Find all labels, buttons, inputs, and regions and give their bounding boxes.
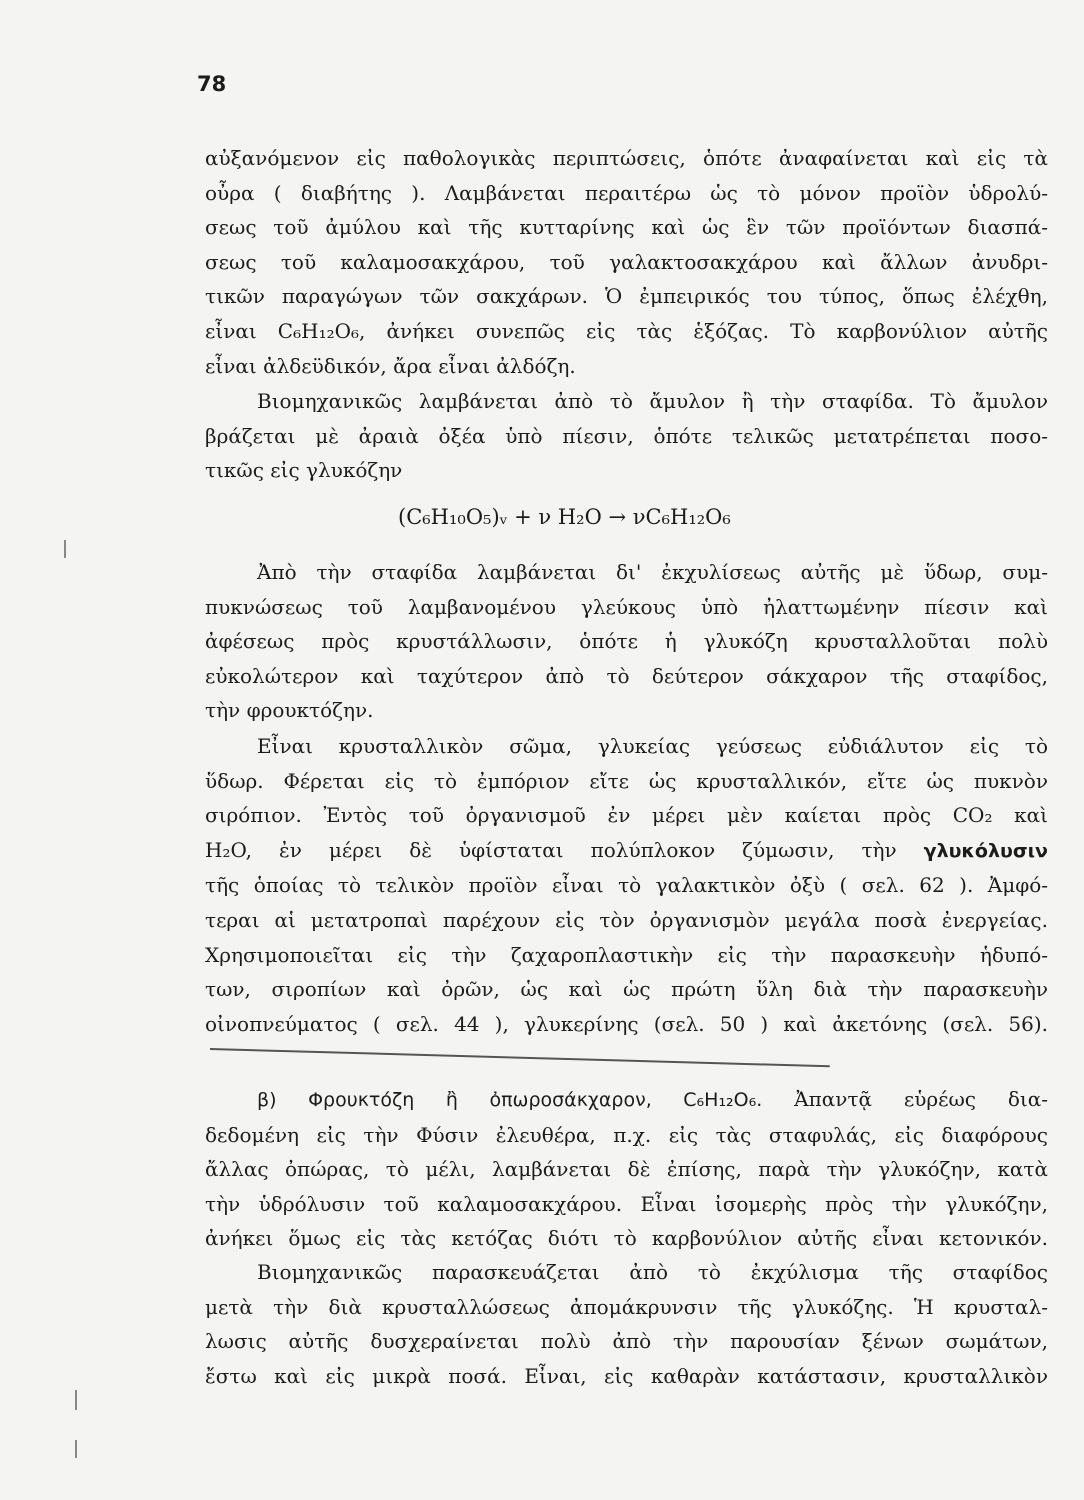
text-line: ἀφέσεως πρὸς κρυστάλλωσιν, ὁπότε ἡ γλυκόζη κρυσταλλοῦται πολὺ [205, 629, 1048, 654]
text-line: μετὰ τὴν διὰ κρυσταλλώσεως ἀπομάκρυνσιν τῆς γλυκόζης. Ἡ κρυσταλ- [205, 1294, 1048, 1319]
paragraph-fructose-industrial [205, 1255, 1048, 1393]
margin-mark [75, 1390, 77, 1410]
text-line [205, 833, 1048, 869]
margin-mark [75, 1440, 77, 1458]
text-line: εὐκολώτερον καὶ ταχύτερον ἀπὸ τὸ δεύτερον σάκχαρον τῆς σταφίδος, [205, 663, 1048, 688]
text-line: σιρόπιον. Ἐντὸς τοῦ ὀργανισμοῦ ἐν μέρει μὲν καίεται πρὸς CO₂ καὶ [205, 803, 1048, 828]
text-line: ὕδωρ. Φέρεται εἰς τὸ ἐμπόριον εἴτε ὡς κρυσταλλικόν, εἴτε ὡς πυκνὸν [205, 768, 1048, 793]
paragraph-raisin-extraction [205, 555, 1048, 728]
text-line: λωσις αὐτῆς δυσχεραίνεται πολὺ ἀπὸ τὴν παρουσίαν ξένων σωμάτων, [205, 1329, 1048, 1354]
text-line: Βιομηχανικῶς λαμβάνεται ἀπὸ τὸ ἄμυλον ἢ τὴν σταφίδα. Τὸ ἄμυλον [257, 389, 1048, 413]
text-line: Εἶναι κρυσταλλικὸν σῶμα, γλυκείας γεύσεως εὐδιάλυτον εἰς τὸ [257, 734, 1048, 758]
text-line: οἰνοπνεύματος ( σελ. 44 ), γλυκερίνης (σελ. 50 ) καὶ ἀκετόνης (σελ. 56). [205, 1011, 1048, 1036]
text-line: τῆς ὁποίας τὸ τελικὸν προϊὸν εἶναι τὸ γαλακτικὸν ὀξὺ ( σελ. 62 ). Ἀμφό- [205, 873, 1048, 898]
text-line: τεραι αἱ μετατροπαὶ παρέχουν εἰς τὸν ὀργανισμὸν μεγάλα ποσὰ ἐνεργείας. [205, 907, 1048, 932]
paragraph-industrial-starch [205, 384, 1048, 488]
text-line: πυκνώσεως τοῦ λαμβανομένου γλεύκους ὑπὸ ἠλαττωμένην πίεσιν καὶ [205, 594, 1048, 619]
text-fragment: H₂O, ἐν μέρει δὲ ὑφίσταται πολύπλοκον ζύμωσιν, τὴν [205, 837, 897, 862]
text-line: ἔστω καὶ εἰς μικρὰ ποσά. Εἶναι, εἰς καθαρὰν κατάστασιν, κρυσταλλικὸν [205, 1363, 1048, 1388]
text-line: ἄλλας ὀπώρας, τὸ μέλι, λαμβάνεται δὲ ἐπίσης, παρὰ τὴν γλυκόζην, κατὰ [205, 1157, 1048, 1182]
text-fragment: Ἀπαντᾷ εὑρέως δια- [794, 1087, 1048, 1111]
text-line: βράζεται μὲ ἀραιὰ ὀξέα ὑπὸ πίεσιν, ὁπότε τελικῶς μετατρέπεται ποσο- [205, 423, 1048, 448]
text-line: εἶναι C₆H₁₂O₆, ἀνήκει συνεπῶς εἰς τὰς ἑξόζας. Τὸ καρβονύλιον αὐτῆς [205, 318, 1048, 343]
text-line: δεδομένη εἰς τὴν Φύσιν ἐλευθέρα, π.χ. εἰς τὰς σταφυλάς, εἰς διαφόρους [205, 1122, 1048, 1147]
text-line: τικῶν παραγώγων τῶν σακχάρων. Ὁ ἐμπειρικός του τύπος, ὅπως ἐλέχθη, [205, 284, 1048, 309]
text-line: αὐξανόμενον εἰς παθολογικὰς περιπτώσεις, ὁπότε ἀναφαίνεται καὶ εἰς τὰ [205, 146, 1048, 170]
text-line: τικῶς εἰς γλυκόζην [205, 458, 403, 483]
text-line: τὴν φρουκτόζην. [205, 698, 374, 723]
paragraph-glucose-intro [205, 141, 1048, 383]
section-heading: β) Φρουκτόζη ἢ ὀπωροσάκχαρον, C₆H₁₂O₆. [257, 1089, 763, 1111]
paragraph-glucose-properties [205, 729, 1048, 1041]
text-line: Βιομηχανικῶς παρασκευάζεται ἀπὸ τὸ ἐκχύλισμα τῆς σταφίδος [257, 1260, 1048, 1284]
margin-mark [64, 540, 66, 558]
text-line [205, 1082, 1048, 1118]
glycolysis-term: γλυκόλυσιν [923, 839, 1048, 862]
text-line: Ἀπὸ τὴν σταφίδα λαμβάνεται δι' ἐκχυλίσεως αὐτῆς μὲ ὕδωρ, συμ- [257, 560, 1048, 584]
text-line: των, σιροπίων καὶ ὀρῶν, ὡς καὶ ὡς πρώτη ὕλη διὰ τὴν παρασκευὴν [205, 977, 1048, 1002]
text-line: Χρησιμοποιεῖται εἰς τὴν ζαχαροπλαστικὴν εἰς τὴν παρασκευὴν ἡδυπό- [205, 942, 1048, 967]
text-line: σεως τοῦ ἀμύλου καὶ τῆς κυτταρίνης καὶ ὡς ἓν τῶν προϊόντων διασπά- [205, 215, 1048, 240]
paragraph-fructose [205, 1082, 1048, 1256]
hydrolysis-equation: (C₆H₁₀O₅)ᵥ + ν H₂O → νC₆H₁₂O₆ [398, 505, 731, 529]
text-line: ἀνήκει ὅμως εἰς τὰς κετόζας διότι τὸ καρβονύλιον αὐτῆς εἶναι κετονικόν. [205, 1226, 1048, 1251]
text-line: οὖρα ( διαβήτης ). Λαμβάνεται περαιτέρω ὡς τὸ μόνον προϊὸν ὑδρολύ- [205, 180, 1048, 205]
strikethrough-line [210, 1048, 830, 1067]
text-line: τὴν ὑδρόλυσιν τοῦ καλαμοσακχάρου. Εἶναι ἰσομερὴς πρὸς τὴν γλυκόζην, [205, 1191, 1048, 1216]
text-line: εἶναι ἀλδεϋδικόν, ἄρα εἶναι ἀλδόζη. [205, 353, 576, 378]
page-number: 78 [197, 72, 227, 96]
text-line: σεως τοῦ καλαμοσακχάρου, τοῦ γαλακτοσακχάρου καὶ ἄλλων ἀνυδρι- [205, 249, 1048, 274]
